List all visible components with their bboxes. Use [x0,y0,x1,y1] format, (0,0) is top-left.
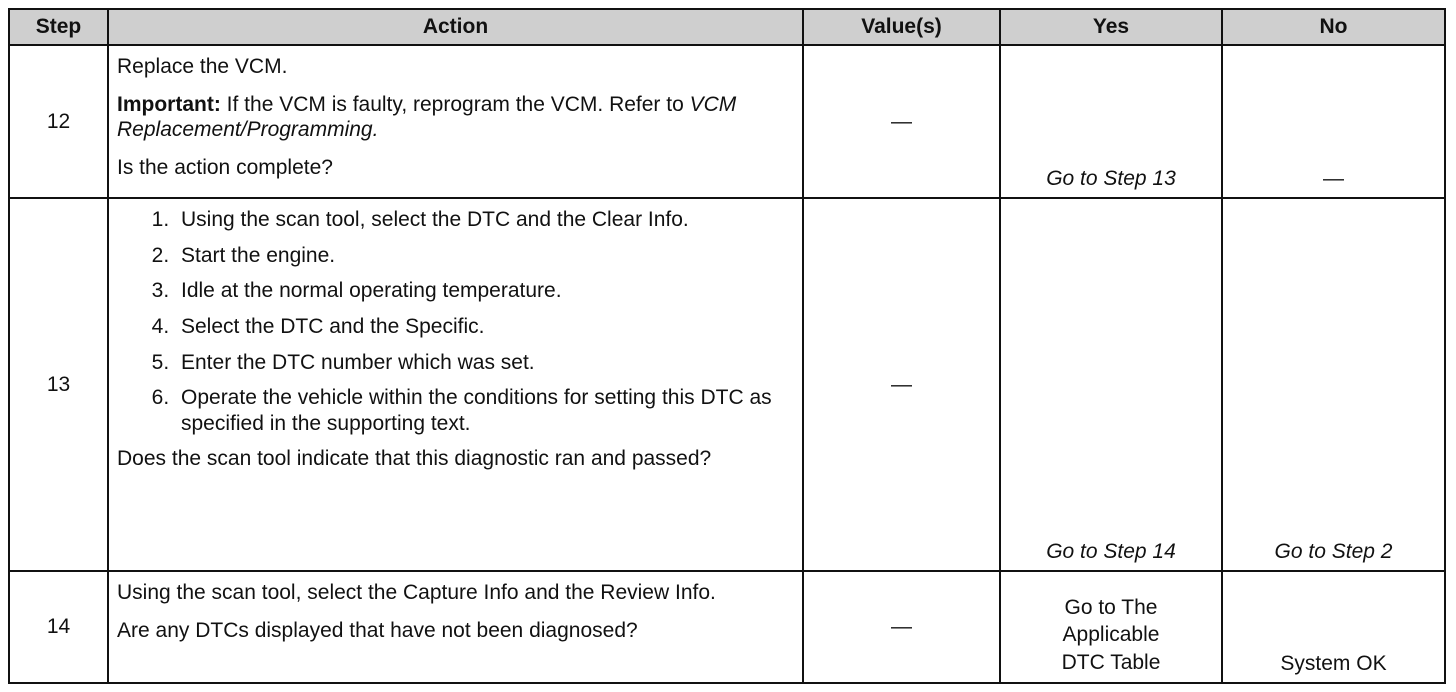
header-step: Step [9,9,108,45]
header-row [9,9,1445,45]
list-item: 4. Select the DTC and the Specific. [175,314,794,340]
action-question: Is the action complete? [117,155,333,179]
step-number: 12 [9,45,108,198]
action-cell [108,571,803,683]
yes-cell: Go to The Applicable DTC Table [1000,571,1222,683]
list-item: 6. Operate the vehicle within the conditions for setting this DTC as specified in the supporting text. [175,385,794,436]
table-row-step-12 [9,45,1445,198]
no-cell: — [1222,45,1445,198]
action-intro: Using the scan tool, select the Capture Info and the Review Info. [117,581,716,605]
no-cell [1222,198,1445,571]
values-cell: — [803,45,1000,198]
action-intro: Replace the VCM. [117,55,288,78]
list-item: 3. Idle at the normal operating temperature. [175,278,794,304]
header-values: Value(s) [803,9,1000,45]
action-question: Does the scan tool indicate that this diagnostic ran and passed? [117,447,712,471]
yes-text: Go to Step 14 [1046,540,1176,564]
header-no: No [1222,9,1445,45]
table-row-step-13 [9,198,1445,571]
important-label: Important: [117,92,221,116]
list-item: 5. Enter the DTC number which was set. [175,350,794,376]
no-cell: System OK [1222,571,1445,683]
action-cell [108,45,803,198]
yes-cell [1000,45,1222,198]
header-yes: Yes [1000,9,1222,45]
list-item: 2. Start the engine. [175,243,794,269]
step-number: 14 [9,571,108,683]
no-text: Go to Step 2 [1274,540,1393,564]
action-cell [108,198,803,571]
reference-link: VCM Replacement/Programming. [117,92,737,142]
diagnostic-table [8,8,1446,684]
yes-text: Go to Step 13 [1046,167,1176,191]
important-text: If the VCM is faulty, reprogram the VCM. Refer to [226,92,684,116]
values-cell: — [803,198,1000,571]
header-action: Action [108,9,803,45]
procedure-list [117,207,794,436]
table-row-step-14 [9,571,1445,683]
values-cell: — [803,571,1000,683]
step-number: 13 [9,198,108,571]
yes-cell [1000,198,1222,571]
list-item: 1. Using the scan tool, select the DTC and the Clear Info. [175,207,794,233]
action-question: Are any DTCs displayed that have not been diagnosed? [117,619,638,643]
important-note [117,92,794,143]
